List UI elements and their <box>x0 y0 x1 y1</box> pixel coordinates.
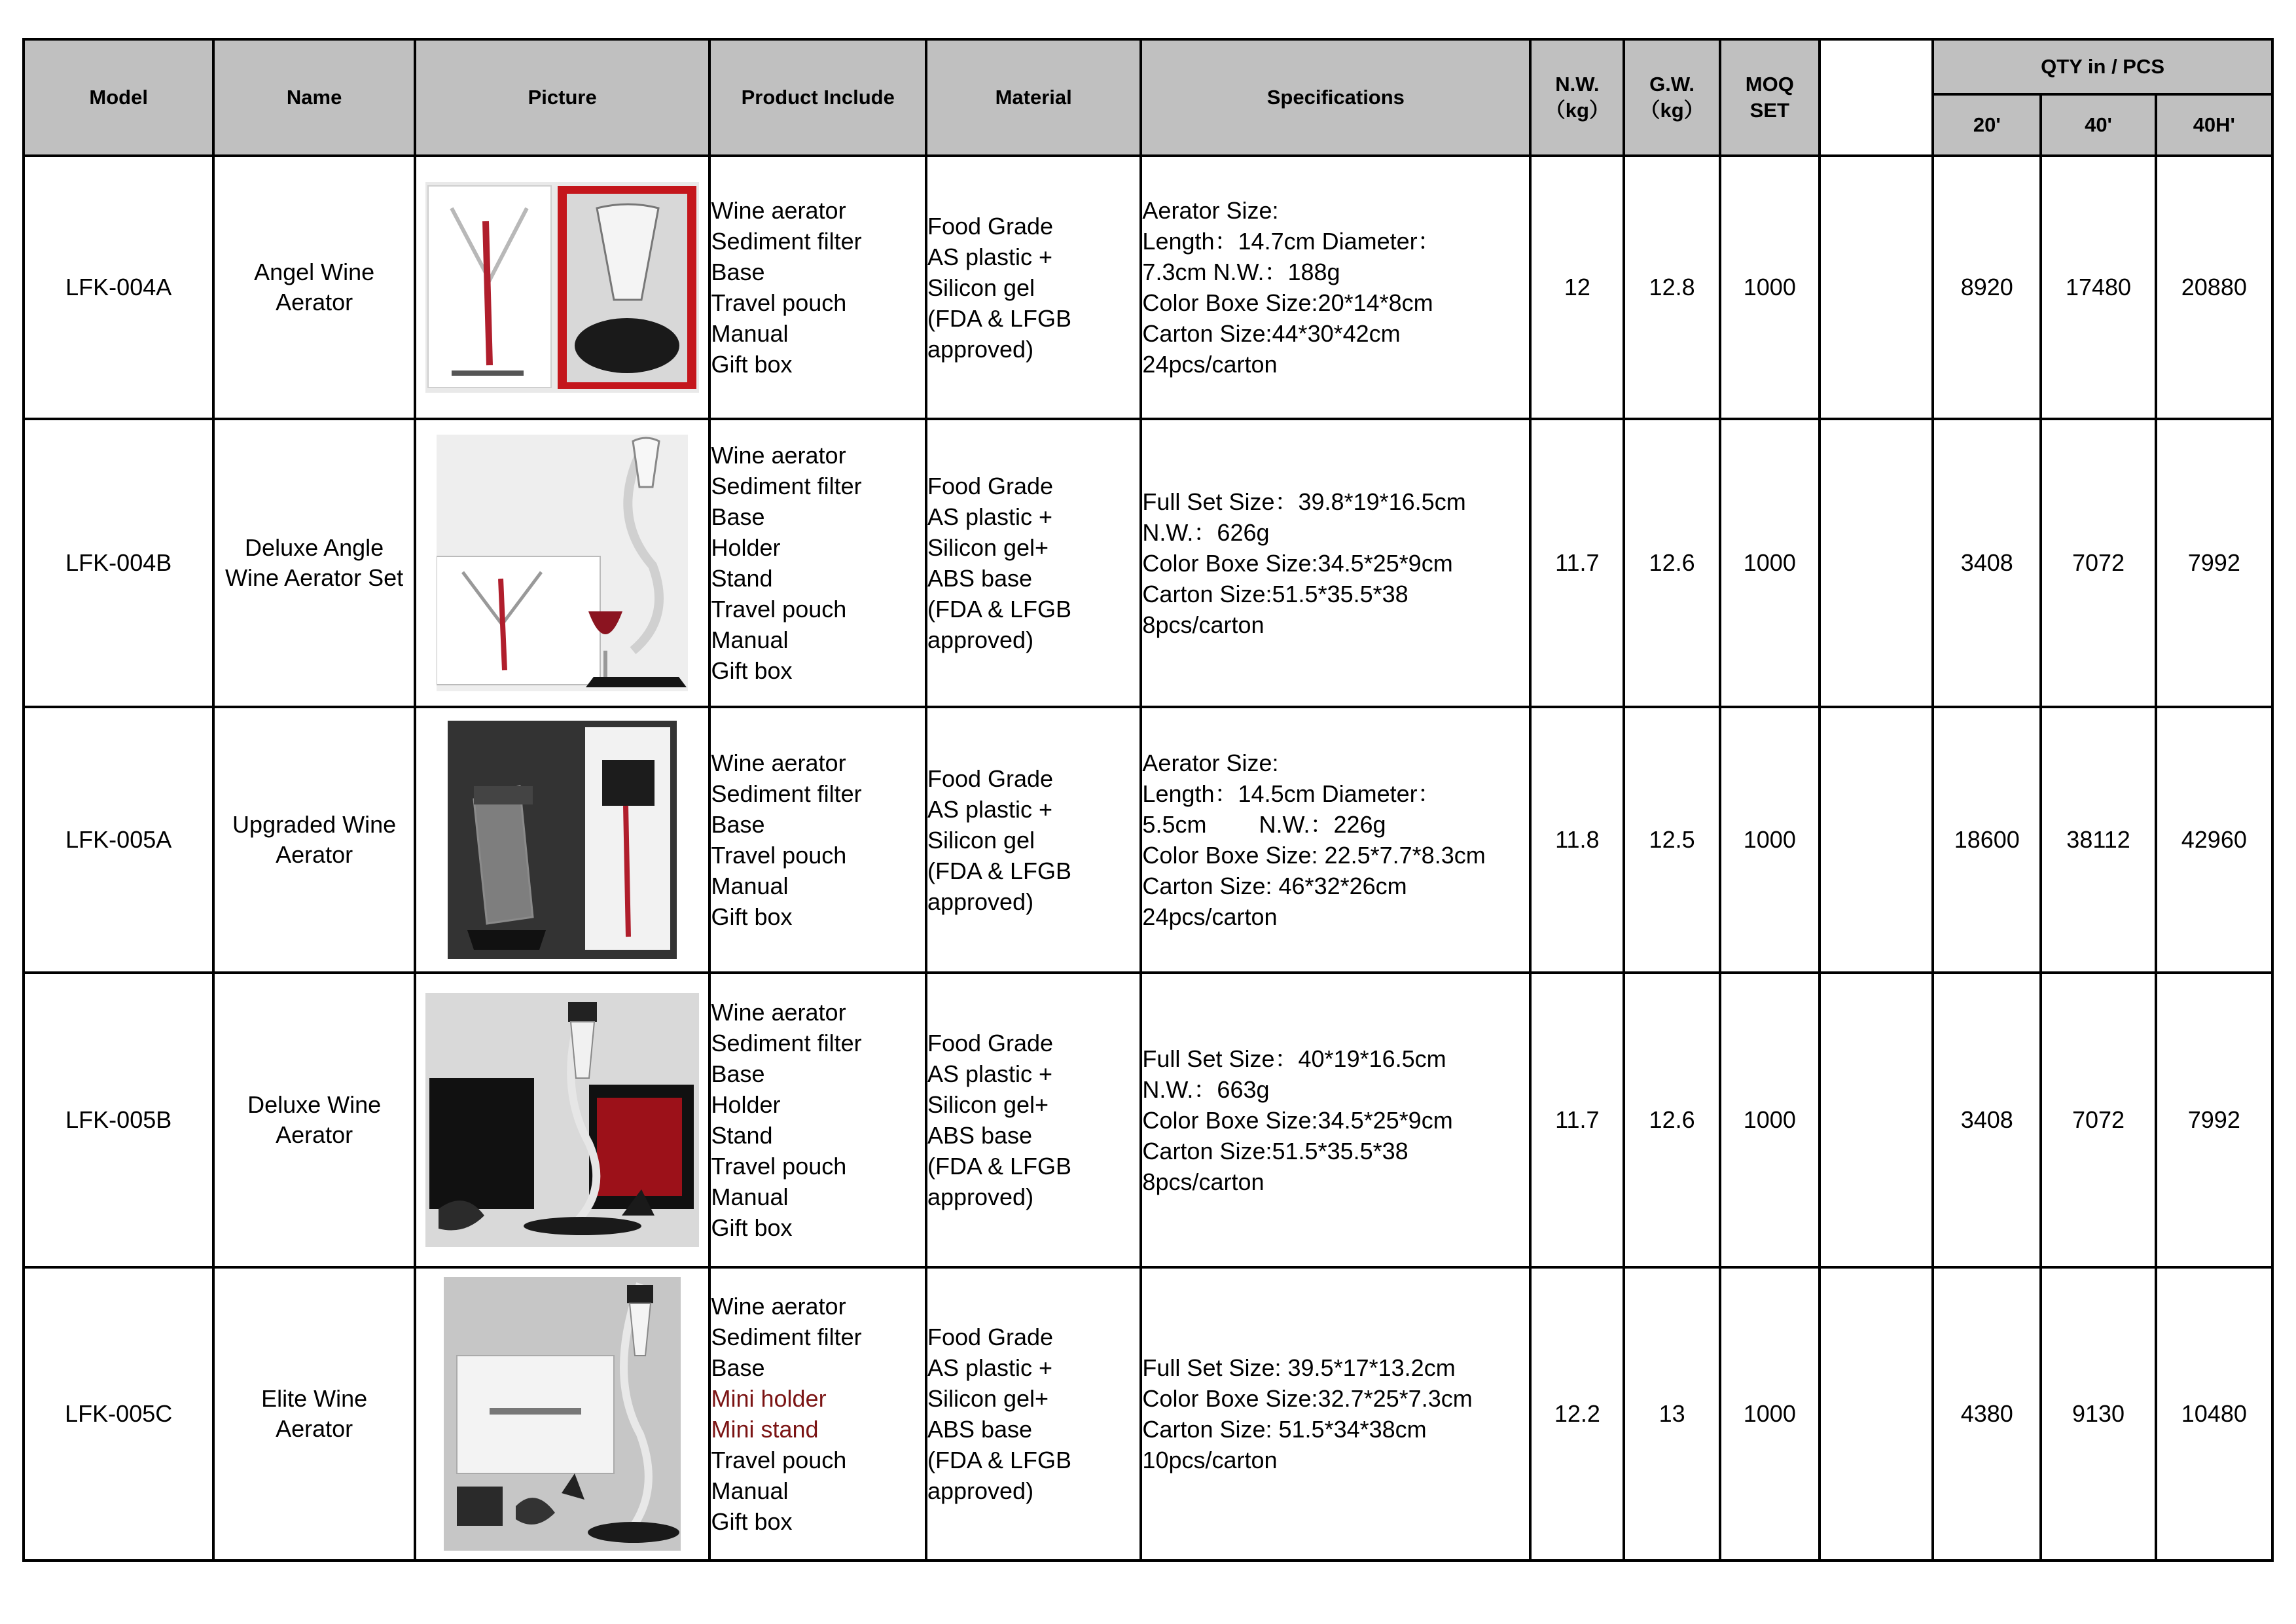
include-item: Base <box>711 1354 765 1381</box>
model-cell: LFK-004A <box>24 156 213 419</box>
include-cell <box>709 973 925 1267</box>
qty-20-cell: 3408 <box>1933 419 2041 707</box>
spec-line: Full Set Size：39.8*19*16.5cm <box>1142 488 1466 515</box>
spec-line: 24pcs/carton <box>1142 351 1278 378</box>
spec-line: 5.5cm N.W.：226g <box>1142 811 1386 838</box>
include-item: Gift box <box>711 1214 793 1241</box>
include-item: Wine aerator <box>711 442 846 469</box>
include-item: Travel pouch <box>711 596 847 623</box>
name-line: Wine Aerator Set <box>225 564 404 591</box>
material-line: Silicon gel <box>927 826 1035 854</box>
include-item: Travel pouch <box>711 289 847 316</box>
picture-cell <box>415 156 710 419</box>
specs-cell <box>1141 707 1530 973</box>
header-gw-label: G.W. <box>1649 73 1695 96</box>
moq-cell: 1000 <box>1720 419 1820 707</box>
include-item: Manual <box>711 320 789 347</box>
include-item: Base <box>711 259 765 285</box>
blank-cell <box>1820 973 1933 1267</box>
spec-line: 8pcs/carton <box>1142 611 1265 638</box>
deluxe-wine-aerator-photo <box>425 993 699 1247</box>
material-cell <box>926 1267 1141 1561</box>
nw-cell: 12.2 <box>1530 1267 1624 1561</box>
include-item: Travel pouch <box>711 1447 847 1473</box>
include-item-highlight: Mini stand <box>711 1416 819 1443</box>
qty-40-cell: 38112 <box>2041 707 2155 973</box>
spec-line: N.W.：626g <box>1142 518 1270 546</box>
include-item: Manual <box>711 873 789 899</box>
picture-cell <box>415 707 710 973</box>
picture-cell <box>415 973 710 1267</box>
upgraded-wine-aerator-photo <box>448 721 677 959</box>
deluxe-angle-aerator-set-photo <box>437 435 688 691</box>
qty-40-cell: 17480 <box>2041 156 2155 419</box>
material-line: AS plastic + <box>927 243 1053 270</box>
moq-cell: 1000 <box>1720 707 1820 973</box>
include-item: Holder <box>711 1091 781 1118</box>
include-cell <box>709 156 925 419</box>
qty-40h-cell: 7992 <box>2156 973 2272 1267</box>
include-item: Wine aerator <box>711 749 846 776</box>
header-moq-unit: SET <box>1749 99 1789 122</box>
nw-cell: 11.7 <box>1530 973 1624 1267</box>
specs-cell <box>1141 1267 1530 1561</box>
table-row <box>24 156 2272 419</box>
name-cell <box>213 419 414 707</box>
material-line: approved) <box>927 335 1034 363</box>
name-line: Deluxe Wine <box>247 1091 382 1118</box>
spec-line: Color Boxe Size:34.5*25*9cm <box>1142 549 1453 577</box>
spec-line: Full Set Size：40*19*16.5cm <box>1142 1045 1446 1072</box>
spec-line: Length：14.5cm Diameter： <box>1142 780 1441 807</box>
include-item: Sediment filter <box>711 1030 862 1056</box>
spec-line: Carton Size:44*30*42cm <box>1142 320 1401 347</box>
spec-line: Full Set Size: 39.5*17*13.2cm <box>1142 1354 1456 1381</box>
header-gw-unit: （kg） <box>1640 99 1704 122</box>
include-item: Sediment filter <box>711 473 862 499</box>
header-model: Model <box>24 39 213 156</box>
gw-cell: 12.6 <box>1624 419 1719 707</box>
material-line: (FDA & LFGB <box>927 857 1071 884</box>
name-line: Aerator <box>276 841 353 868</box>
include-item: Wine aerator <box>711 999 846 1026</box>
material-cell <box>926 156 1141 419</box>
qty-20-cell: 4380 <box>1933 1267 2041 1561</box>
material-line: Food Grade <box>927 212 1054 240</box>
include-item-highlight: Mini holder <box>711 1385 827 1412</box>
material-line: AS plastic + <box>927 503 1053 530</box>
spec-line: Carton Size:51.5*35.5*38 <box>1142 1137 1408 1164</box>
moq-cell: 1000 <box>1720 973 1820 1267</box>
include-item: Travel pouch <box>711 842 847 869</box>
qty-40h-cell: 20880 <box>2156 156 2272 419</box>
include-item: Base <box>711 1060 765 1087</box>
name-line: Upgraded Wine <box>232 811 397 838</box>
include-item: Gift box <box>711 351 793 378</box>
spec-line: Color Boxe Size:34.5*25*9cm <box>1142 1106 1453 1134</box>
spec-line: N.W.：663g <box>1142 1075 1270 1103</box>
include-item: Holder <box>711 534 781 561</box>
table-row <box>24 707 2272 973</box>
material-cell <box>926 973 1141 1267</box>
header-moq-label: MOQ <box>1745 73 1794 96</box>
material-line: Food Grade <box>927 473 1054 499</box>
gw-cell: 13 <box>1624 1267 1719 1561</box>
name-line: Elite Wine <box>261 1385 368 1412</box>
header-nw-label: N.W. <box>1555 73 1600 96</box>
name-line: Aerator <box>276 1415 353 1442</box>
spec-line: Color Boxe Size:20*14*8cm <box>1142 289 1433 316</box>
include-item: Base <box>711 811 765 838</box>
header-picture: Picture <box>415 39 710 156</box>
material-line: ABS base <box>927 1416 1033 1443</box>
spec-line: Color Boxe Size:32.7*25*7.3cm <box>1142 1385 1473 1412</box>
include-item: Manual <box>711 1477 789 1504</box>
spec-line: Length：14.7cm Diameter： <box>1142 228 1441 255</box>
include-item: Sediment filter <box>711 1324 862 1350</box>
include-item: Manual <box>711 1183 789 1210</box>
qty-40h-cell: 10480 <box>2156 1267 2272 1561</box>
picture-cell <box>415 1267 710 1561</box>
spec-line: Carton Size: 51.5*34*38cm <box>1142 1416 1427 1443</box>
material-line: AS plastic + <box>927 1060 1053 1087</box>
picture-cell <box>415 419 710 707</box>
name-line: Aerator <box>276 1121 353 1148</box>
header-gross-weight <box>1624 39 1719 156</box>
include-item: Wine aerator <box>711 197 846 224</box>
gw-cell: 12.8 <box>1624 156 1719 419</box>
material-line: (FDA & LFGB <box>927 596 1071 623</box>
include-item: Wine aerator <box>711 1293 846 1320</box>
include-item: Stand <box>711 565 773 592</box>
name-line: Aerator <box>276 289 353 316</box>
blank-cell <box>1820 156 1933 419</box>
include-item: Gift box <box>711 657 793 684</box>
header-qty-20: 20' <box>1933 94 2041 156</box>
header-qty-40: 40' <box>2041 94 2155 156</box>
qty-40-cell: 7072 <box>2041 973 2155 1267</box>
header-nw-unit: （kg） <box>1545 99 1609 122</box>
model-cell: LFK-005C <box>24 1267 213 1561</box>
qty-20-cell: 8920 <box>1933 156 2041 419</box>
include-item: Sediment filter <box>711 780 862 807</box>
moq-cell: 1000 <box>1720 1267 1820 1561</box>
name-cell <box>213 1267 414 1561</box>
material-line: Silicon gel+ <box>927 1385 1049 1412</box>
model-cell: LFK-005B <box>24 973 213 1267</box>
material-line: (FDA & LFGB <box>927 304 1071 332</box>
header-product-include: Product Include <box>709 39 925 156</box>
gw-cell: 12.5 <box>1624 707 1719 973</box>
qty-40h-cell: 7992 <box>2156 419 2272 707</box>
table-row <box>24 973 2272 1267</box>
material-line: Food Grade <box>927 1324 1054 1350</box>
product-table <box>22 38 2274 1562</box>
material-line: approved) <box>927 1183 1034 1210</box>
header-material: Material <box>926 39 1141 156</box>
include-item: Gift box <box>711 1508 793 1535</box>
include-cell <box>709 1267 925 1561</box>
name-line: Angel Wine <box>254 259 375 285</box>
include-item: Stand <box>711 1122 773 1149</box>
material-line: ABS base <box>927 565 1033 592</box>
material-cell <box>926 419 1141 707</box>
header-moq <box>1720 39 1820 156</box>
include-item: Manual <box>711 626 789 653</box>
include-cell <box>709 419 925 707</box>
name-line: Deluxe Angle <box>245 534 384 561</box>
material-line: Food Grade <box>927 1030 1054 1056</box>
qty-20-cell: 18600 <box>1933 707 2041 973</box>
model-cell: LFK-005A <box>24 707 213 973</box>
nw-cell: 12 <box>1530 156 1624 419</box>
qty-40h-cell: 42960 <box>2156 707 2272 973</box>
gw-cell: 12.6 <box>1624 973 1719 1267</box>
include-item: Sediment filter <box>711 228 862 255</box>
header-qty-40h: 40H' <box>2156 94 2272 156</box>
specs-cell <box>1141 973 1530 1267</box>
header-specifications: Specifications <box>1141 39 1530 156</box>
spec-line: Carton Size:51.5*35.5*38 <box>1142 580 1408 607</box>
material-line: approved) <box>927 888 1034 915</box>
nw-cell: 11.7 <box>1530 419 1624 707</box>
model-cell: LFK-004B <box>24 419 213 707</box>
qty-40-cell: 7072 <box>2041 419 2155 707</box>
material-line: ABS base <box>927 1122 1033 1149</box>
header-qty: QTY in / PCS <box>1933 39 2272 94</box>
blank-cell <box>1820 419 1933 707</box>
spec-line: Aerator Size: <box>1142 749 1279 776</box>
spec-line: 10pcs/carton <box>1142 1447 1278 1473</box>
table-row <box>24 1267 2272 1561</box>
blank-cell <box>1820 1267 1933 1561</box>
qty-40-cell: 9130 <box>2041 1267 2155 1561</box>
material-line: AS plastic + <box>927 795 1053 823</box>
material-line: (FDA & LFGB <box>927 1447 1071 1473</box>
material-line: approved) <box>927 1477 1034 1504</box>
qty-20-cell: 3408 <box>1933 973 2041 1267</box>
name-cell <box>213 973 414 1267</box>
spec-line: 24pcs/carton <box>1142 903 1278 930</box>
include-item: Base <box>711 503 765 530</box>
material-line: Silicon gel <box>927 274 1035 301</box>
name-cell <box>213 707 414 973</box>
include-cell <box>709 707 925 973</box>
material-line: approved) <box>927 626 1034 653</box>
include-item: Travel pouch <box>711 1153 847 1180</box>
specs-cell <box>1141 419 1530 707</box>
material-line: Silicon gel+ <box>927 534 1049 561</box>
header-net-weight <box>1530 39 1624 156</box>
spec-line: Aerator Size: <box>1142 197 1279 224</box>
specs-cell <box>1141 156 1530 419</box>
table-row <box>24 419 2272 707</box>
header-name: Name <box>213 39 414 156</box>
material-line: (FDA & LFGB <box>927 1153 1071 1180</box>
spec-line: Color Boxe Size: 22.5*7.7*8.3cm <box>1142 842 1486 869</box>
include-item: Gift box <box>711 903 793 930</box>
spec-line: Carton Size: 46*32*26cm <box>1142 873 1407 899</box>
header-blank <box>1820 39 1933 156</box>
name-cell <box>213 156 414 419</box>
material-line: AS plastic + <box>927 1354 1053 1381</box>
nw-cell: 11.8 <box>1530 707 1624 973</box>
material-cell <box>926 707 1141 973</box>
elite-wine-aerator-photo <box>444 1277 681 1551</box>
material-line: Food Grade <box>927 765 1054 792</box>
moq-cell: 1000 <box>1720 156 1820 419</box>
spec-line: 8pcs/carton <box>1142 1168 1265 1195</box>
blank-cell <box>1820 707 1933 973</box>
material-line: Silicon gel+ <box>927 1091 1049 1118</box>
spec-line: 7.3cm N.W.：188g <box>1142 259 1340 285</box>
angel-wine-aerator-photo <box>425 182 699 393</box>
